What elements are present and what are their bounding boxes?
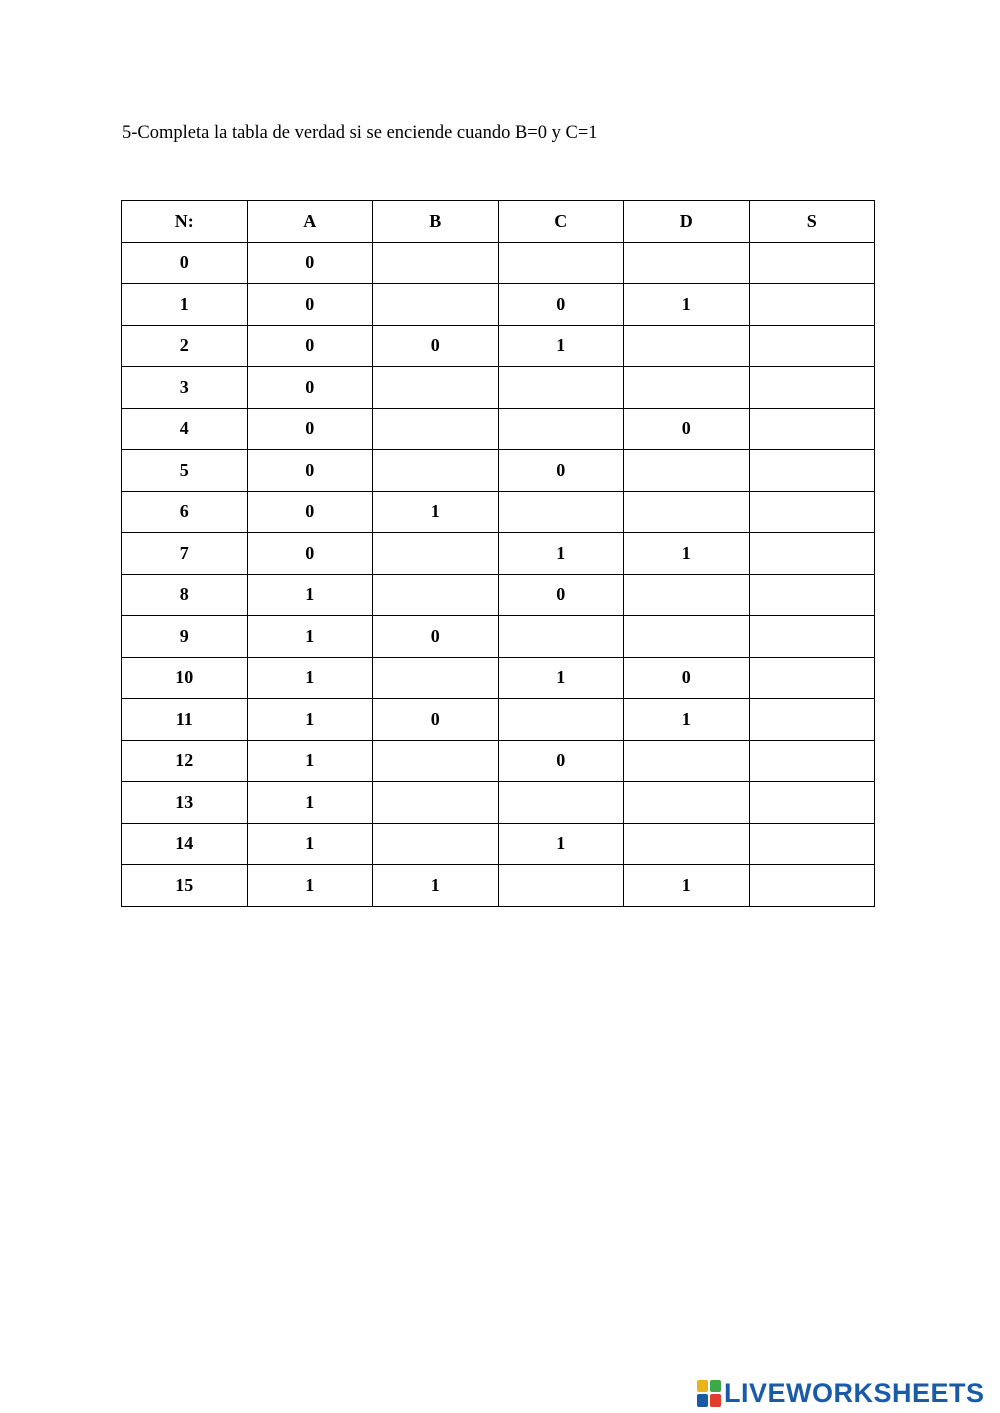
cell-c: 1 xyxy=(498,325,624,367)
cell-c: 0 xyxy=(498,284,624,326)
cell-d[interactable] xyxy=(624,616,750,658)
cell-n: 15 xyxy=(122,865,248,907)
table-row xyxy=(122,574,875,616)
cell-c[interactable] xyxy=(498,865,624,907)
cell-d: 1 xyxy=(624,533,750,575)
header-cell-b: B xyxy=(373,201,499,243)
cell-a: 0 xyxy=(247,367,373,409)
cell-s[interactable] xyxy=(749,284,875,326)
cell-a: 0 xyxy=(247,408,373,450)
cell-d[interactable] xyxy=(624,325,750,367)
cell-d: 1 xyxy=(624,699,750,741)
cell-d: 0 xyxy=(624,657,750,699)
cell-s[interactable] xyxy=(749,450,875,492)
cell-s[interactable] xyxy=(749,865,875,907)
cell-a: 1 xyxy=(247,616,373,658)
cell-n: 2 xyxy=(122,325,248,367)
cell-d[interactable] xyxy=(624,242,750,284)
cell-a: 0 xyxy=(247,533,373,575)
cell-n: 7 xyxy=(122,533,248,575)
cell-c[interactable] xyxy=(498,367,624,409)
cell-n: 13 xyxy=(122,782,248,824)
cell-b[interactable] xyxy=(373,823,499,865)
cell-a: 1 xyxy=(247,657,373,699)
cell-b[interactable] xyxy=(373,574,499,616)
table-row xyxy=(122,533,875,575)
cell-d[interactable] xyxy=(624,574,750,616)
cell-d: 0 xyxy=(624,408,750,450)
cell-a: 1 xyxy=(247,574,373,616)
instruction-text: 5-Completa la tabla de verdad si se enciende cuando B=0 y C=1 xyxy=(122,123,598,143)
liveworksheets-logo-icon xyxy=(697,1380,721,1407)
cell-c: 0 xyxy=(498,740,624,782)
cell-c[interactable] xyxy=(498,782,624,824)
cell-n: 1 xyxy=(122,284,248,326)
cell-s[interactable] xyxy=(749,242,875,284)
cell-b[interactable] xyxy=(373,450,499,492)
table-row xyxy=(122,865,875,907)
cell-a: 0 xyxy=(247,325,373,367)
cell-d[interactable] xyxy=(624,367,750,409)
table-row xyxy=(122,616,875,658)
table-row xyxy=(122,284,875,326)
table-row xyxy=(122,367,875,409)
cell-n: 10 xyxy=(122,657,248,699)
cell-a: 1 xyxy=(247,865,373,907)
cell-n: 8 xyxy=(122,574,248,616)
cell-a: 1 xyxy=(247,782,373,824)
cell-b[interactable] xyxy=(373,242,499,284)
cell-s[interactable] xyxy=(749,533,875,575)
cell-s[interactable] xyxy=(749,616,875,658)
cell-s[interactable] xyxy=(749,782,875,824)
cell-s[interactable] xyxy=(749,325,875,367)
cell-n: 6 xyxy=(122,491,248,533)
table-header-row xyxy=(122,201,875,243)
cell-a: 0 xyxy=(247,284,373,326)
cell-n: 14 xyxy=(122,823,248,865)
cell-n: 3 xyxy=(122,367,248,409)
cell-s[interactable] xyxy=(749,574,875,616)
liveworksheets-logo xyxy=(697,1378,985,1408)
cell-c: 0 xyxy=(498,574,624,616)
cell-b: 0 xyxy=(373,699,499,741)
cell-a: 1 xyxy=(247,823,373,865)
table-row xyxy=(122,450,875,492)
table-row xyxy=(122,699,875,741)
cell-s[interactable] xyxy=(749,408,875,450)
cell-c: 1 xyxy=(498,823,624,865)
header-cell-n: N: xyxy=(122,201,248,243)
cell-b: 1 xyxy=(373,865,499,907)
cell-a: 0 xyxy=(247,491,373,533)
cell-d: 1 xyxy=(624,865,750,907)
cell-b: 0 xyxy=(373,616,499,658)
truth-table xyxy=(121,200,875,907)
header-cell-a: A xyxy=(247,201,373,243)
header-cell-c: C xyxy=(498,201,624,243)
table-row xyxy=(122,491,875,533)
table-row xyxy=(122,740,875,782)
cell-n: 0 xyxy=(122,242,248,284)
cell-d[interactable] xyxy=(624,782,750,824)
cell-c: 1 xyxy=(498,657,624,699)
header-cell-s: S xyxy=(749,201,875,243)
cell-b[interactable] xyxy=(373,533,499,575)
cell-d[interactable] xyxy=(624,740,750,782)
cell-s[interactable] xyxy=(749,699,875,741)
cell-n: 5 xyxy=(122,450,248,492)
table-row xyxy=(122,325,875,367)
cell-d[interactable] xyxy=(624,823,750,865)
header-cell-d: D xyxy=(624,201,750,243)
cell-a: 1 xyxy=(247,699,373,741)
cell-n: 12 xyxy=(122,740,248,782)
cell-c[interactable] xyxy=(498,699,624,741)
cell-c[interactable] xyxy=(498,491,624,533)
cell-a: 0 xyxy=(247,242,373,284)
cell-n: 11 xyxy=(122,699,248,741)
cell-b[interactable] xyxy=(373,782,499,824)
cell-b: 0 xyxy=(373,325,499,367)
cell-d[interactable] xyxy=(624,491,750,533)
table-row xyxy=(122,657,875,699)
cell-s[interactable] xyxy=(749,657,875,699)
cell-d: 1 xyxy=(624,284,750,326)
table-row xyxy=(122,823,875,865)
cell-b[interactable] xyxy=(373,657,499,699)
cell-s[interactable] xyxy=(749,740,875,782)
cell-n: 9 xyxy=(122,616,248,658)
cell-d[interactable] xyxy=(624,450,750,492)
cell-b[interactable] xyxy=(373,408,499,450)
table-row xyxy=(122,782,875,824)
logo-text: LIVEWORKSHEETS xyxy=(724,1378,985,1408)
table-row xyxy=(122,408,875,450)
cell-b: 1 xyxy=(373,491,499,533)
cell-a: 1 xyxy=(247,740,373,782)
cell-c: 0 xyxy=(498,450,624,492)
cell-n: 4 xyxy=(122,408,248,450)
cell-b[interactable] xyxy=(373,740,499,782)
table-row xyxy=(122,242,875,284)
cell-s[interactable] xyxy=(749,823,875,865)
cell-b[interactable] xyxy=(373,284,499,326)
cell-s[interactable] xyxy=(749,491,875,533)
cell-c[interactable] xyxy=(498,242,624,284)
cell-c: 1 xyxy=(498,533,624,575)
cell-c[interactable] xyxy=(498,616,624,658)
cell-s[interactable] xyxy=(749,367,875,409)
cell-c[interactable] xyxy=(498,408,624,450)
cell-b[interactable] xyxy=(373,367,499,409)
cell-a: 0 xyxy=(247,450,373,492)
